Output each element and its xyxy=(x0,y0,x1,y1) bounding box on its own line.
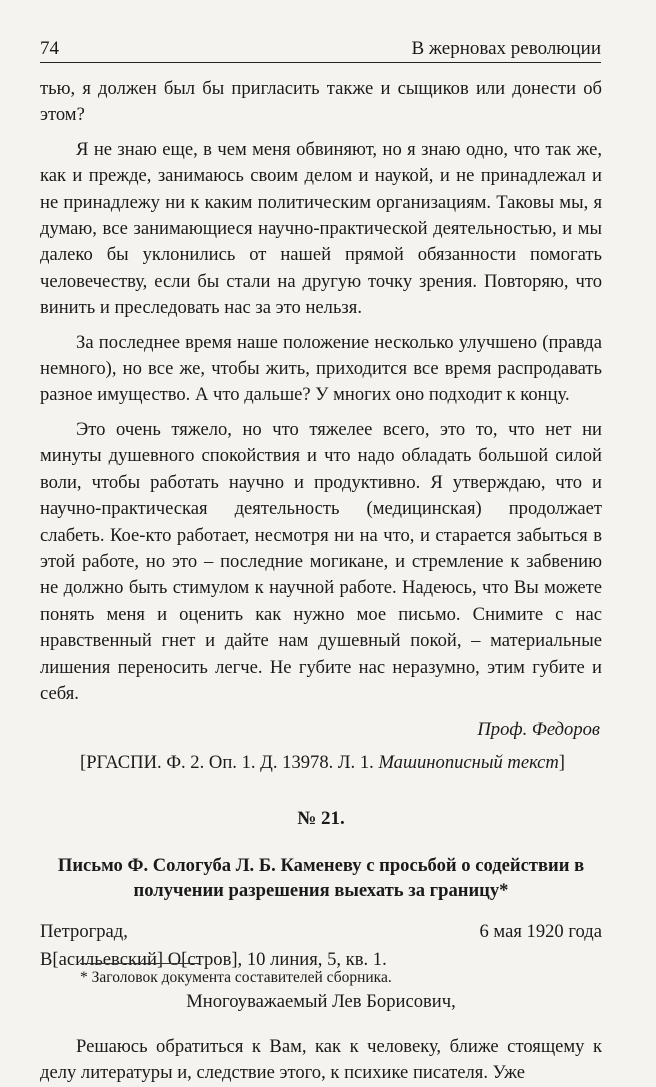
running-title: В жерновах революции xyxy=(411,38,601,59)
document-title: Письмо Ф. Сологуба Л. Б. Каменеву с просьбой о содействии в получении разрешения выехать за границу* xyxy=(57,854,585,901)
archive-ref: [РГАСПИ. Ф. 2. Оп. 1. Д. 13978. Л. 1. xyxy=(80,751,379,773)
place-date-line xyxy=(40,919,602,945)
paragraph-3: За последнее время наше положение несколько улучшено (правда немного), но все же, чтобы жить, приходится все время распродавать разное имущество. А что дальше? У многих оно подходит к концу. xyxy=(40,331,602,406)
paragraph-1: тью, я должен был бы пригласить также и сыщиков или донести об этом? xyxy=(40,78,602,126)
archive-reference xyxy=(40,750,602,776)
place: Петроград, xyxy=(40,920,128,942)
document-number: № 21. xyxy=(297,808,345,830)
page-body xyxy=(40,76,602,1087)
salutation: Многоуважаемый Лев Борисович, xyxy=(186,991,456,1013)
footnote-divider xyxy=(80,963,200,964)
address: В[асильевский] О[стров], 10 линия, 5, кв. 1. xyxy=(40,948,387,970)
running-header xyxy=(40,36,601,63)
archive-type: Машинописный текст xyxy=(378,751,559,773)
footnote: * Заголовок документа составителей сборника. xyxy=(80,969,392,986)
date: 6 мая 1920 года xyxy=(479,920,602,942)
signature: Проф. Федоров xyxy=(477,719,600,741)
letter-start: Решаюсь обратиться к Вам, как к человеку, ближе стоящему к делу литературы и, следствие этого, к психике писателя. Уже xyxy=(40,1035,602,1084)
paragraph-2: Я не знаю еще, в чем меня обвиняют, но я знаю одно, что так же, как и прежде, занимаюсь своим делом и наукой, и не принадлежал и не принадлежу ни к каким политическим организациям. Таковы мы, я думаю, все занимающиеся научно-практической деятельностью, и мы далеко бы уклонились от нашей прямой обязанности помогать человечеству, если бы стали на другую точку зрения. Повторяю, что винить и преследовать нас за это нельзя. xyxy=(40,138,602,319)
archive-close: ] xyxy=(558,751,565,773)
page-number: 74 xyxy=(40,38,59,59)
paragraph-4: Это очень тяжело, но что тяжелее всего, это то, что нет ни минуты душевного спокойствия и что надо обладать большой силой воли, чтобы работать научно и продуктивно. Я утверждаю, что и научно-практическая деятельность (медицинская) продолжает слабеть. Кое-кто работает, несмотря ни на что, и старается забыться в этой работе, но это – последние могикане, и стремление к забвению не должно быть стимулом к научной работе. Надеюсь, что Вы можете понять меня и оценить как нужно мое письмо. Снимите с нас нравственный гнет и дайте нам душевный покой, – материальные лишения переносить легче. Не губите нас неразумно, этим губите и себя. xyxy=(40,418,602,704)
